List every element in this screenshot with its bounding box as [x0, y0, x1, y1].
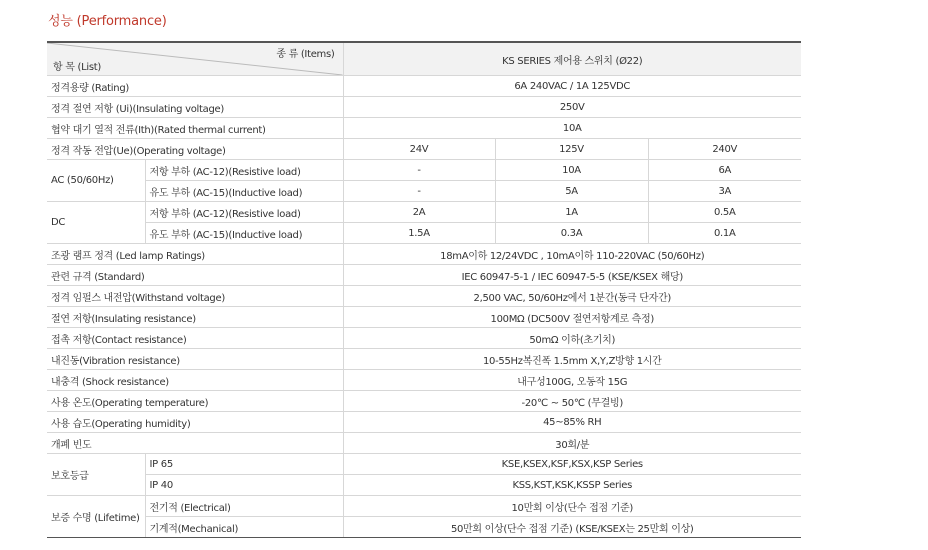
- row-value: 2,500 VAC, 50/60Hz에서 1분간(동극 단자간): [343, 286, 801, 307]
- row-value: -: [343, 160, 495, 181]
- table-row: [47, 223, 801, 244]
- row-label: 관련 규격 (Standard): [47, 265, 343, 286]
- table-row: [47, 475, 801, 496]
- row-value: 2A: [343, 202, 495, 223]
- group-label: AC (50/60Hz): [47, 160, 145, 202]
- table-row: [47, 307, 801, 328]
- row-value: KSS,KST,KSK,KSSP Series: [343, 475, 801, 496]
- table-row: [47, 286, 801, 307]
- table-row: [47, 97, 801, 118]
- row-label: 사용 습도(Operating humidity): [47, 412, 343, 433]
- performance-spec-table: [47, 41, 801, 538]
- row-label: 내충격 (Shock resistance): [47, 370, 343, 391]
- row-label: 개폐 빈도: [47, 433, 343, 454]
- table-row: [47, 517, 801, 538]
- row-sublabel: IP 65: [145, 454, 343, 475]
- row-value: KSE,KSEX,KSF,KSX,KSP Series: [343, 454, 801, 475]
- row-value: -20℃ ~ 50℃ (무결빙): [343, 391, 801, 412]
- table-row: [47, 328, 801, 349]
- row-value: 0.1A: [648, 223, 801, 244]
- table-row: [47, 244, 801, 265]
- group-label: 보호등급: [47, 454, 145, 496]
- row-value: 6A: [648, 160, 801, 181]
- row-value: 0.5A: [648, 202, 801, 223]
- group-label: DC: [47, 202, 145, 244]
- group-label: 보증 수명 (Lifetime): [47, 496, 145, 538]
- table-row: [47, 391, 801, 412]
- row-value: 240V: [648, 139, 801, 160]
- row-sublabel: 저항 부하 (AC-12)(Resistive load): [145, 160, 343, 181]
- section-title: 성능 (Performance): [48, 14, 167, 29]
- table-row: [47, 412, 801, 433]
- row-value: 250V: [343, 97, 801, 118]
- row-value: 1A: [495, 202, 648, 223]
- row-label: 협약 대기 열적 전류(Ith)(Rated thermal current): [47, 118, 343, 139]
- table-row: [47, 139, 801, 160]
- table-header-row: [47, 42, 801, 76]
- table-row: [47, 118, 801, 139]
- row-sublabel: 유도 부하 (AC-15)(Inductive load): [145, 223, 343, 244]
- row-sublabel: IP 40: [145, 475, 343, 496]
- table-row: [47, 454, 801, 475]
- row-value: 3A: [648, 181, 801, 202]
- row-value: 45~85% RH: [343, 412, 801, 433]
- row-sublabel: 기계적(Mechanical): [145, 517, 343, 538]
- row-label: 접촉 저항(Contact resistance): [47, 328, 343, 349]
- row-sublabel: 전기적 (Electrical): [145, 496, 343, 517]
- row-value: 0.3A: [495, 223, 648, 244]
- row-value: 125V: [495, 139, 648, 160]
- header-items-label: 종 류 (Items): [276, 49, 335, 60]
- row-label: 정격 임펄스 내전압(Withstand voltage): [47, 286, 343, 307]
- row-value: 10A: [495, 160, 648, 181]
- row-sublabel: 유도 부하 (AC-15)(Inductive load): [145, 181, 343, 202]
- row-value: 10-55Hz복진폭 1.5mm X,Y,Z방향 1시간: [343, 349, 801, 370]
- header-corner-cell: [47, 42, 343, 76]
- table-row: [47, 76, 801, 97]
- row-value: IEC 60947-5-1 / IEC 60947-5-5 (KSE/KSEX 해당): [343, 265, 801, 286]
- row-label: 정격 절연 저항 (Ui)(Insulating voltage): [47, 97, 343, 118]
- row-label: 사용 온도(Operating temperature): [47, 391, 343, 412]
- table-row: [47, 265, 801, 286]
- row-value: 6A 240VAC / 1A 125VDC: [343, 76, 801, 97]
- table-row: [47, 181, 801, 202]
- row-sublabel: 저항 부하 (AC-12)(Resistive load): [145, 202, 343, 223]
- row-value: 10만회 이상(단수 접점 기준): [343, 496, 801, 517]
- row-label: 정격 작동 전압(Ue)(Operating voltage): [47, 139, 343, 160]
- header-product-name: KS SERIES 제어용 스위치 (Ø22): [343, 42, 801, 76]
- row-label: 정격용량 (Rating): [47, 76, 343, 97]
- row-value: 내구성100G, 오동작 15G: [343, 370, 801, 391]
- row-value: 100MΩ (DC500V 절연저항계로 측정): [343, 307, 801, 328]
- row-label: 내진동(Vibration resistance): [47, 349, 343, 370]
- table-row: [47, 160, 801, 181]
- row-value: 50만회 이상(단수 접점 기준) (KSE/KSEX는 25만회 이상): [343, 517, 801, 538]
- row-value: -: [343, 181, 495, 202]
- row-label: 조광 램프 정격 (Led lamp Ratings): [47, 244, 343, 265]
- table-row: [47, 202, 801, 223]
- row-value: 24V: [343, 139, 495, 160]
- table-row: [47, 370, 801, 391]
- row-value: 5A: [495, 181, 648, 202]
- table-row: [47, 496, 801, 517]
- row-value: 10A: [343, 118, 801, 139]
- row-value: 1.5A: [343, 223, 495, 244]
- row-value: 18mA이하 12/24VDC , 10mA이하 110-220VAC (50/60Hz): [343, 244, 801, 265]
- table-row: [47, 349, 801, 370]
- row-label: 절연 저항(Insulating resistance): [47, 307, 343, 328]
- header-list-label: 항 목 (List): [53, 62, 101, 73]
- row-value: 50mΩ 이하(초기치): [343, 328, 801, 349]
- table-row: [47, 433, 801, 454]
- row-value: 30회/분: [343, 433, 801, 454]
